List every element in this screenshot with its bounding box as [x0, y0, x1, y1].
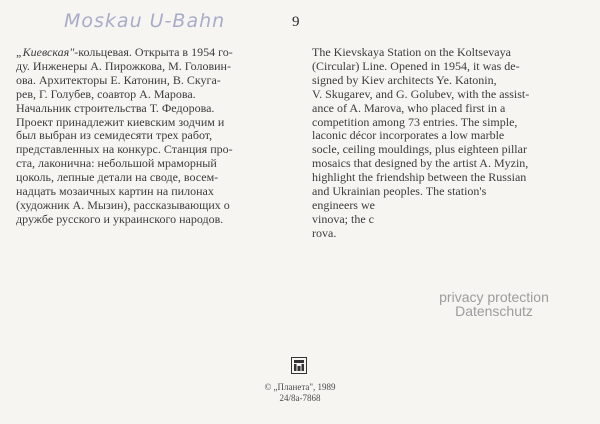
english-line: vinova; the c [312, 211, 374, 226]
english-line: laconic décor incorporates a low marble [312, 128, 505, 143]
publisher-name: © „Планета", 1989 [264, 382, 336, 392]
russian-line: был выбран из семидесяти трех работ, [16, 128, 213, 143]
russian-line: (художник А. Мызин), рассказывающих о [16, 197, 230, 212]
english-text-column [312, 46, 588, 241]
english-line: highlight the friendship between the Russian [312, 170, 527, 185]
english-line: The Kievskaya Station on the Koltsevaya [312, 45, 511, 59]
publisher-footer [200, 382, 400, 404]
english-line: ance of A. Marova, who placed first in a [312, 100, 506, 115]
russian-line: Начальник строительства Т. Федорова. [16, 100, 215, 115]
english-line: socle, ceiling mouldings, plus eighteen pillar [312, 142, 527, 157]
russian-line: ду. Инженеры А. Пирожкова, М. Головин- [16, 58, 231, 73]
russian-line: цоколь, лепные детали на своде, восем- [16, 170, 219, 185]
russian-line: дружбе русского и украинского народов. [16, 211, 224, 226]
english-line: V. Skugarev, and G. Golubev, with the assist- [312, 86, 530, 101]
english-line: mosaics that designed by the artist A. Myzin, [312, 156, 529, 171]
russian-text-column [16, 46, 292, 227]
privacy-watermark [430, 290, 558, 318]
russian-line: надцать мозаичных картин на пилонах [16, 184, 214, 199]
russian-line: Проект принадлежит киевским зодчим и [16, 114, 225, 129]
russian-line: рев, Г. Голубев, соавтор А. Марова. [16, 86, 196, 101]
publisher-logo-icon [291, 357, 307, 374]
page-number: 9 [292, 14, 300, 30]
english-line: competition among 73 entries. The simple, [312, 114, 518, 129]
print-code: 24/8а-7868 [279, 393, 321, 403]
watermark-line-2: Datenschutz [455, 303, 533, 319]
english-line: signed by Kiev architects Ye. Katonin, [312, 72, 497, 87]
english-line: and Ukrainian peoples. The station's [312, 184, 487, 199]
title-rest: -кольцевая. Открыта в 1954 го- [74, 45, 233, 59]
russian-line: ова. Архитекторы Е. Катонин, В. Скуга- [16, 72, 221, 87]
english-line: engineers we [312, 197, 375, 212]
russian-line: представленных на конкурс. Станция про- [16, 142, 233, 157]
handwritten-note: Moskau U-Bahn [64, 10, 226, 32]
russian-line: ста, лаконична: небольшой мраморный [16, 156, 217, 171]
english-line: (Circular) Line. Opened in 1954, it was de- [312, 58, 520, 73]
russian-title-line [16, 46, 292, 60]
english-line: rova. [312, 225, 337, 240]
watermark-line-1: privacy protection [439, 289, 549, 305]
station-name: „Киевская" [16, 45, 75, 59]
